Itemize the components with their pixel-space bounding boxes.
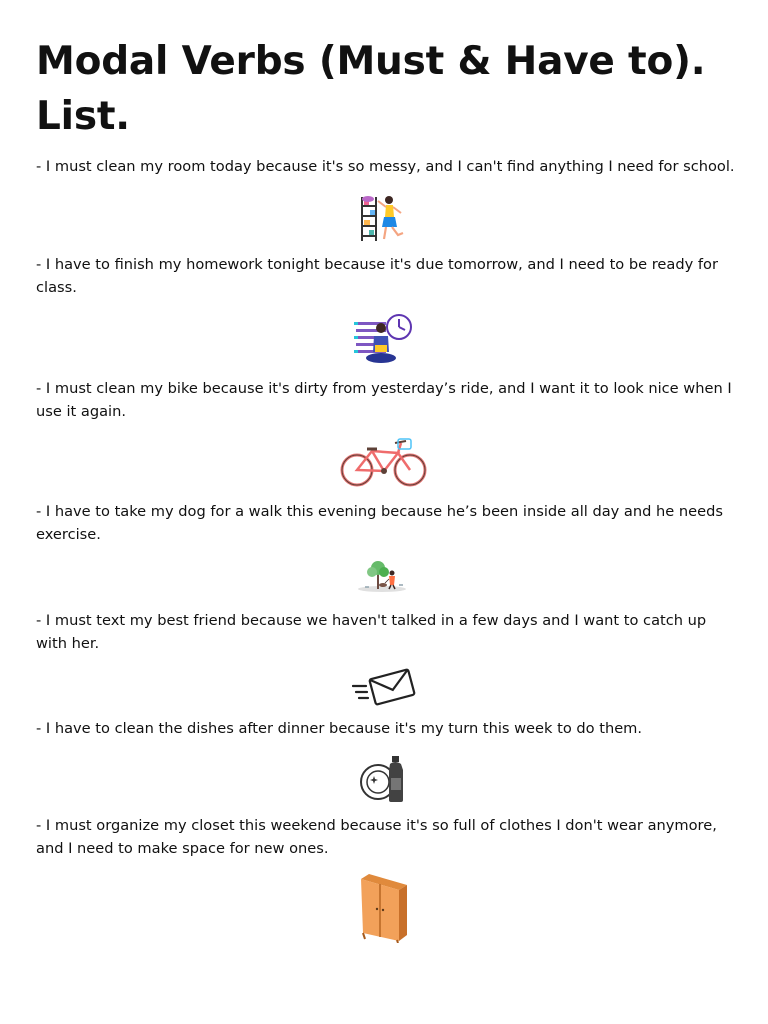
homework-clock-icon [354,312,414,366]
wardrobe-icon [359,873,409,943]
list-item-text: - I must clean my bike because it's dirty from yesterday’s ride, and I want it to look nice when I use it again. [36,380,732,420]
list-item-text: - I must text my best friend because we haven't talked in a few days and I want to catch up with her. [36,612,707,652]
list-item-text: - I have to finish my homework tonight because it's due tomorrow, and I need to be ready for class. [36,256,718,296]
envelope-icon [352,668,416,706]
list-item-text: - I have to clean the dishes after dinner because it's my turn this week to do them. [36,720,643,737]
dish-soap-icon [359,754,411,804]
list-item-text: - I have to take my dog for a walk this evening because he’s been inside all day and he needs exercise. [36,503,723,543]
page-title: Modal Verbs (Must & Have to). List. [36,39,706,139]
list-item-text: - I must clean my room today because it's so messy, and I can't find anything I need for school. [36,158,735,175]
cleaning-woman-icon [356,193,412,243]
list-item-text: - I must organize my closet this weekend because it's so full of clothes I don't wear anymore, and I need to make space for new ones. [36,817,717,857]
dog-walk-icon [357,559,407,593]
bicycle-icon [340,437,428,489]
